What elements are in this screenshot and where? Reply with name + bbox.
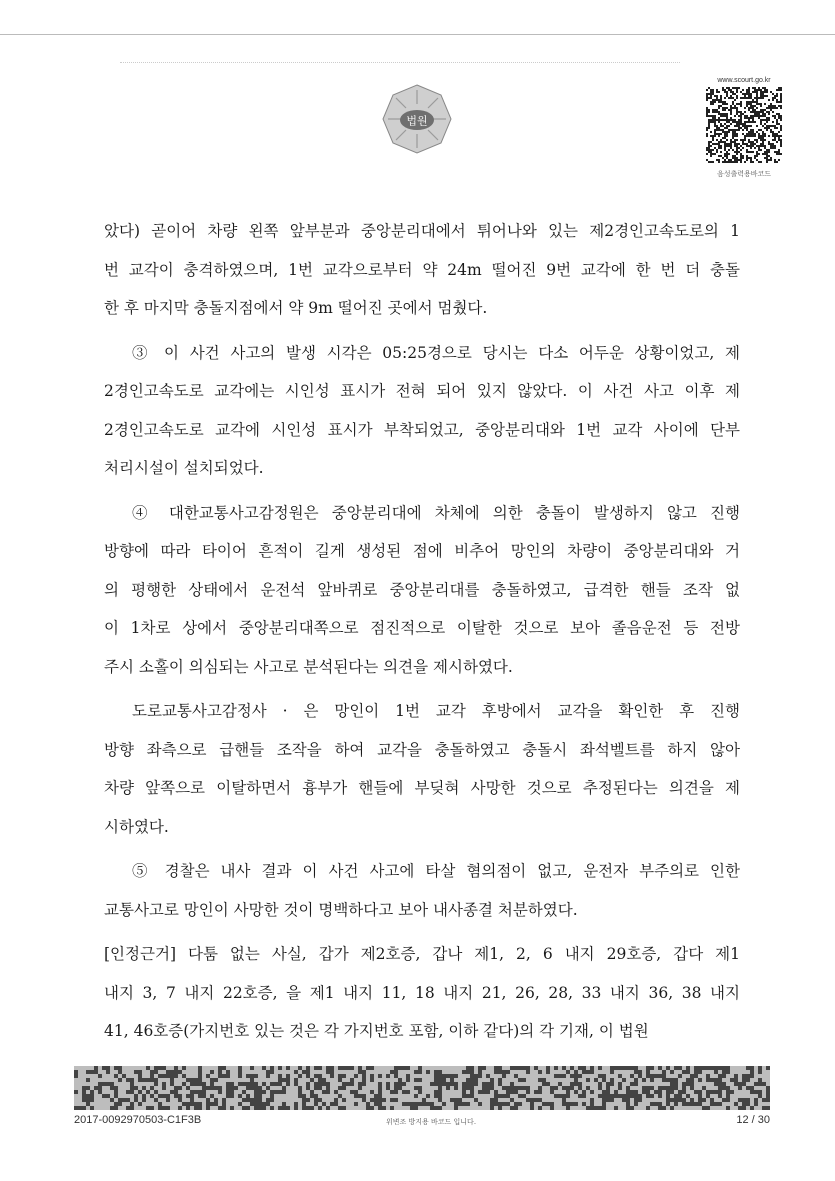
text-line: 내지 3, 7 내지 22호증, 을 제1 내지 11, 18 내지 21, 26, 28, 33 내지 36, 38 내지 bbox=[104, 983, 740, 1002]
text-line: 방향에 따라 타이어 흔적이 길게 생성된 점에 비추어 망인의 차량이 중앙분리대와 거 bbox=[104, 542, 740, 560]
qr-caption: 음성출력용바코드 bbox=[716, 170, 772, 178]
header-rule bbox=[0, 34, 835, 35]
text-line: 차량 앞쪽으로 이탈하면서 흉부가 핸들에 부딪혀 사망한 것으로 추정된다는 의견을 제 bbox=[104, 779, 740, 797]
barcode-note: 위변조 방지용 바코드 입니다. bbox=[386, 1118, 477, 1126]
anti-forgery-barcode bbox=[74, 1066, 770, 1110]
text-line: [인정근거] 다툼 없는 사실, 갑가 제2호증, 갑나 제1, 2, 6 내지 29호증, 갑다 제1 bbox=[104, 945, 740, 963]
text-line: 2경인고속도로 교각에 시인성 표시가 부착되었고, 중앙분리대와 1번 교각 사이에 단부 bbox=[104, 420, 740, 439]
emblem-text: 법원 bbox=[406, 114, 428, 128]
text-line: 41, 46호증(가지번호 있는 것은 각 가지번호 포함, 이하 같다)의 각 기재, 이 법원 bbox=[104, 1022, 649, 1040]
header-dotted-rule bbox=[120, 62, 680, 63]
text-line: 번 교각이 충격하였으며, 1번 교각으로부터 약 24m 떨어진 9번 교각에 한 번 더 충돌 bbox=[104, 260, 740, 279]
qr-block bbox=[706, 76, 782, 179]
text-line: 방향 좌측으로 급핸들 조작을 하여 교각을 충돌하였고 충돌시 좌석벨트를 하지 않아 bbox=[104, 740, 740, 759]
document-body bbox=[104, 212, 740, 1051]
text-line: 았다) 곧이어 차량 왼쪽 앞부분과 중앙분리대에서 튀어나와 있는 제2경인고속도로의 1 bbox=[104, 222, 740, 240]
text-line: ③ 이 사건 사고의 발생 시각은 05:25경으로 당시는 다소 어두운 상황이었고, 제 bbox=[132, 343, 740, 362]
text-line: 2경인고속도로 교각에는 시인성 표시가 전혀 되어 있지 않았다. 이 사건 사고 이후 제 bbox=[104, 382, 740, 400]
text-line: ④ 대한교통사고감정원은 중앙분리대에 차체에 의한 충돌이 발생하지 않고 진행 bbox=[132, 503, 740, 522]
text-line: 의 평행한 상태에서 운전석 앞바퀴로 중앙분리대를 충돌하였고, 급격한 핸들 조작 없 bbox=[104, 580, 740, 599]
text-line: ⑤ 경찰은 내사 결과 이 사건 사고에 타살 혐의점이 없고, 운전자 부주의로 인한 bbox=[132, 862, 740, 880]
text-line: 이 1차로 상에서 중앙분리대쪽으로 점진적으로 이탈한 것으로 보아 졸음운전 등 전방 bbox=[104, 619, 740, 637]
text-line: 처리시설이 설치되었다. bbox=[104, 459, 264, 477]
court-emblem-icon bbox=[380, 82, 454, 156]
qr-code-icon bbox=[706, 87, 782, 163]
site-url: www.scourt.go.kr bbox=[717, 77, 771, 84]
page-footer bbox=[74, 1114, 770, 1130]
text-line: 도로교통사고감정사 · 은 망인이 1번 교각 후방에서 교각을 확인한 후 진행 bbox=[132, 702, 740, 720]
document-code: 2017-0092970503-C1F3B bbox=[74, 1114, 202, 1126]
text-line: 한 후 마지막 충돌지점에서 약 9m 떨어진 곳에서 멈췄다. bbox=[104, 299, 488, 317]
text-line: 교통사고로 망인이 사망한 것이 명백하다고 보아 내사종결 처분하였다. bbox=[104, 900, 578, 919]
page-number: 12 / 30 bbox=[736, 1114, 770, 1126]
text-line: 시하였다. bbox=[104, 817, 169, 836]
text-line: 주시 소홀이 의심되는 사고로 분석된다는 의견을 제시하였다. bbox=[104, 657, 513, 676]
